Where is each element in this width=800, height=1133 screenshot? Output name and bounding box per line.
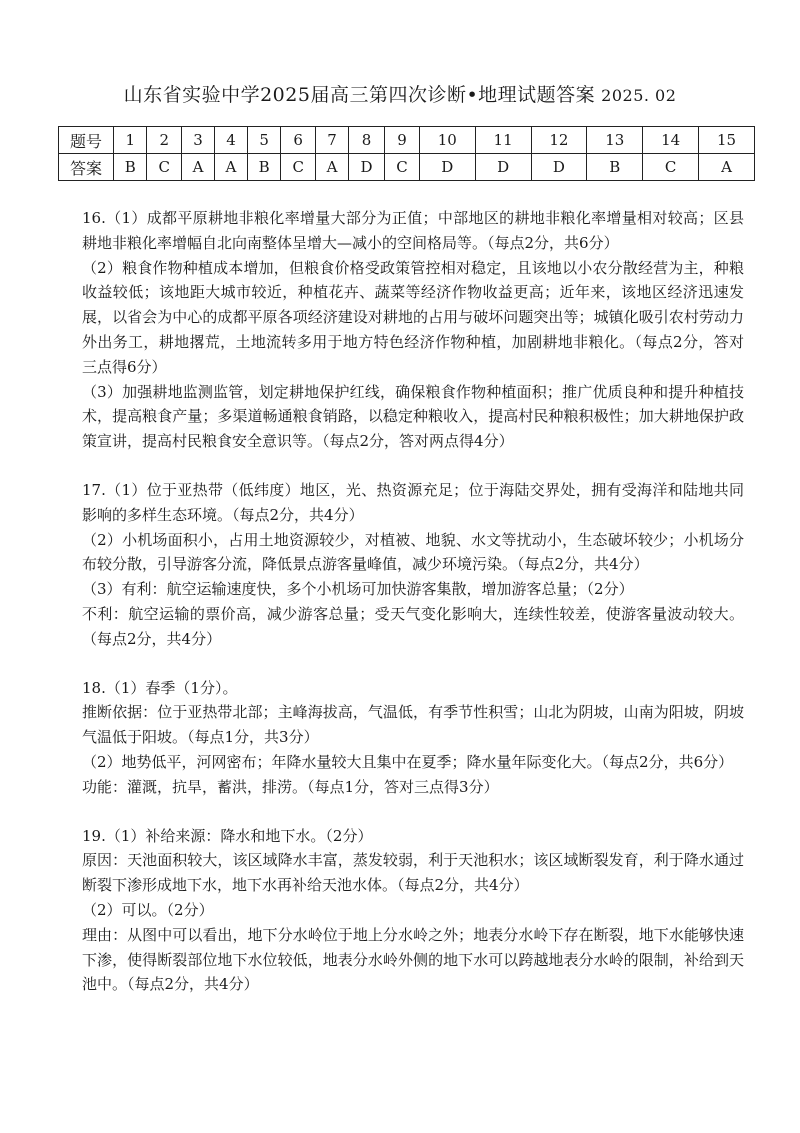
row-label-answer: 答案: [59, 154, 114, 181]
question-17-answer: [82, 478, 744, 652]
answer-cell: A: [215, 154, 248, 181]
answer-cell: C: [281, 154, 316, 181]
answer-paragraph: 16.（1）成都平原耕地非粮化率增量大部分为正值；中部地区的耕地非粮化率增量相对较高；区县耕地非粮化率增幅自北向南整体呈增大—减小的空间格局等。（每点2分，共6分）: [82, 209, 744, 252]
answer-table: [58, 126, 755, 181]
answer-cell: B: [587, 154, 643, 181]
answer-paragraph: （3）有利：航空运输速度快，多个小机场可加快游客集散，增加游客总量；（2分）: [82, 580, 634, 599]
answer-cell: A: [699, 154, 755, 181]
answer-cell: A: [316, 154, 349, 181]
question-number-cell: 12: [531, 127, 587, 154]
answer-cell: C: [643, 154, 699, 181]
question-number-cell: 14: [643, 127, 699, 154]
question-16-answer: [82, 206, 744, 454]
answer-cell: D: [419, 154, 475, 181]
answer-paragraph: 不利：航空运输的票价高，减少游客总量；受天气变化影响大，连续性较差，使游客量波动较大。（每点2分，共4分）: [82, 604, 744, 648]
question-number-cell: 6: [281, 127, 316, 154]
question-number-cell: 11: [475, 127, 531, 154]
question-number-cell: 8: [348, 127, 384, 154]
question-number-cell: 15: [699, 127, 755, 154]
answer-paragraph: （2）可以。（2分）: [82, 900, 214, 919]
answer-paragraph: （2）地势低平，河网密布；年降水量较大且集中在夏季；降水量年际变化大。（每点2分，共6分）: [82, 752, 734, 771]
question-number-cell: 13: [587, 127, 643, 154]
question-number-row: [59, 127, 755, 154]
answer-row: [59, 154, 755, 181]
answer-cell: D: [531, 154, 587, 181]
page-title: [0, 80, 800, 107]
row-label-question-number: 题号: [59, 127, 114, 154]
answer-paragraph: （2）小机场面积小，占用土地资源较少，对植被、地貌、水文等扰动小，生态破坏较少；小机场分布较分散，引导游客分流，降低景点游客量峰值，减少环境污染。（每点2分，共4分）: [82, 530, 744, 574]
answer-paragraph: 原因：天池面积较大，该区域降水丰富，蒸发较弱，利于天池积水；该区域断裂发育，利于降水通过断裂下渗形成地下水，地下水再补给天池水体。（每点2分，共4分）: [82, 851, 744, 895]
answer-cell: C: [147, 154, 182, 181]
answer-cell: D: [348, 154, 384, 181]
answer-cell: A: [182, 154, 215, 181]
answer-content: [82, 206, 744, 1021]
answer-paragraph: （2）粮食作物种植成本增加，但粮食价格受政策管控相对稳定，且该地以小农分散经营为主，种粮收益较低；该地距大城市较近，种植花卉、蔬菜等经济作物收益更高；近年来，该地区经济迅速发展，以省会为中心的成都平原各项经济建设对耕地的占用与破坏问题突出等；城镇化吸引农村劳动力外出务工，耕地撂荒，土地流转多用于地方特色经济作物种植，加剧耕地非粮化。（每点2分，答对三点得6分）: [82, 258, 744, 376]
question-number-cell: 5: [247, 127, 280, 154]
answer-paragraph: （3）加强耕地监测监管，划定耕地保护红线，确保粮食作物种植面积；推广优质良种和提升种植技术，提高粮食产量；多渠道畅通粮食销路，以稳定种粮收入，提高村民种粮积极性；加大耕地保护政策宣讲，提高村民粮食安全意识等。（每点2分，答对两点得4分）: [82, 382, 744, 451]
question-18-answer: [82, 676, 744, 800]
answer-cell: C: [385, 154, 420, 181]
answer-cell: D: [475, 154, 531, 181]
answer-cell: B: [247, 154, 280, 181]
title-date: 2025. 02: [601, 86, 677, 105]
question-number-cell: 10: [419, 127, 475, 154]
question-number-cell: 9: [385, 127, 420, 154]
answer-paragraph: 功能：灌溉，抗旱，蓄洪，排涝。（每点1分，答对三点得3分）: [82, 777, 499, 796]
answer-paragraph: 18.（1）春季（1分）。: [82, 678, 238, 697]
question-19-answer: [82, 824, 744, 998]
answer-paragraph: 19.（1）补给来源：降水和地下水。（2分）: [82, 826, 373, 845]
question-number-cell: 1: [114, 127, 147, 154]
question-number-cell: 7: [316, 127, 349, 154]
answer-paragraph: 理由：从图中可以看出，地下分水岭位于地上分水岭之外；地表分水岭下存在断裂，地下水能够快速下渗，使得断裂部位地下水位较低，地表分水岭外侧的地下水可以跨越地表分水岭的限制，补给到天池中。（每点2分，共4分）: [82, 925, 744, 994]
answer-cell: B: [114, 154, 147, 181]
question-number-cell: 2: [147, 127, 182, 154]
question-number-cell: 4: [215, 127, 248, 154]
answer-paragraph: 推断依据：位于亚热带北部；主峰海拔高，气温低，有季节性积雪；山北为阴坡，山南为阳坡，阴坡气温低于阳坡。（每点1分，共3分）: [82, 703, 744, 747]
title-main: 山东省实验中学2025届高三第四次诊断•地理试题答案: [123, 84, 596, 106]
question-number-cell: 3: [182, 127, 215, 154]
answer-paragraph: 17.（1）位于亚热带（低纬度）地区，光、热资源充足；位于海陆交界处，拥有受海洋和陆地共同影响的多样生态环境。（每点2分，共4分）: [82, 480, 744, 524]
